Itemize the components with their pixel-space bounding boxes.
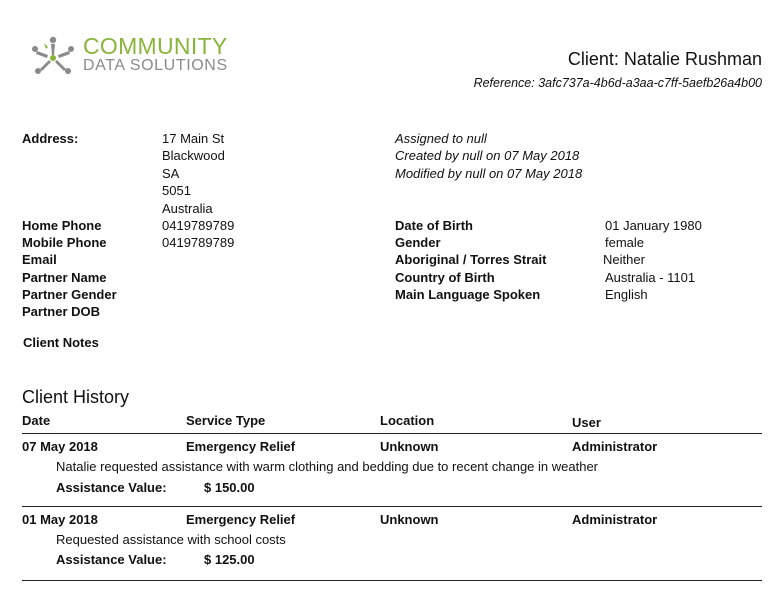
logo [30,33,260,83]
logo-text-secondary: DATA SOLUTIONS [83,57,228,74]
partner-dob-label: Partner DOB [22,304,101,319]
history-entry-1-note: Natalie requested assistance with warm clothing and bedding due to recent change in weather [56,459,599,474]
gender-value: female [605,235,645,250]
main-language-label: Main Language Spoken [395,287,541,302]
history-entry-1-divider [22,506,762,507]
history-entry-2-note: Requested assistance with school costs [56,532,286,547]
main-language-value: English [605,287,648,302]
column-header-location: Location [380,413,435,428]
history-entry-1-value-label: Assistance Value: [56,480,167,495]
address-line-1: 17 Main St [162,131,225,146]
country-of-birth-value: Australia - 1101 [605,270,696,285]
assigned-to: Assigned to null [395,131,487,146]
address-line-5: Australia [162,201,213,216]
history-entry-2-divider [22,580,762,581]
history-entry-2-date: 01 May 2018 [22,512,98,527]
history-entry-2-location: Unknown [380,512,439,527]
logo-text-primary: COMMUNITY [83,33,228,59]
history-entry-2-user: Administrator [572,512,658,527]
aboriginal-status-value: Neither [603,252,645,267]
aboriginal-status-label: Aboriginal / Torres Strait [395,252,547,267]
country-of-birth-label: Country of Birth [395,270,495,285]
history-entry-1-date: 07 May 2018 [22,439,98,454]
history-entry-2-service: Emergency Relief [186,512,296,527]
home-phone-label: Home Phone [22,218,102,233]
client-notes-label: Client Notes [23,335,99,350]
home-phone-value: 0419789789 [162,218,235,233]
partner-name-label: Partner Name [22,270,107,285]
history-entry-1-service: Emergency Relief [186,439,296,454]
client-reference: Reference: 3afc737a-4b6d-a3aa-c7ff-5aefb26a4b00 [473,76,762,90]
history-header-divider [22,433,762,434]
mobile-phone-value: 0419789789 [162,235,235,250]
created-by: Created by null on 07 May 2018 [395,148,580,163]
modified-by: Modified by null on 07 May 2018 [395,166,583,181]
column-header-user: User [572,415,601,430]
column-header-service-type: Service Type [186,413,266,428]
history-entry-1-value: $ 150.00 [204,480,255,495]
date-of-birth-value: 01 January 1980 [605,218,702,233]
history-entry-2-value-label: Assistance Value: [56,552,167,567]
mobile-phone-label: Mobile Phone [22,235,107,250]
partner-gender-label: Partner Gender [22,287,117,302]
community-logo-icon [30,35,76,79]
history-entry-2-value: $ 125.00 [204,552,255,567]
address-line-2: Blackwood [162,148,225,163]
email-label: Email [22,252,57,267]
history-entry-1-user: Administrator [572,439,658,454]
client-title: Client: Natalie Rushman [567,49,762,69]
address-line-4: 5051 [162,183,191,198]
address-label: Address: [22,131,79,146]
column-header-date: Date [22,413,51,428]
date-of-birth-label: Date of Birth [395,218,473,233]
address-line-3: SA [162,166,180,181]
history-entry-1-location: Unknown [380,439,439,454]
gender-label: Gender [395,235,441,250]
client-history-title: Client History [22,387,130,407]
